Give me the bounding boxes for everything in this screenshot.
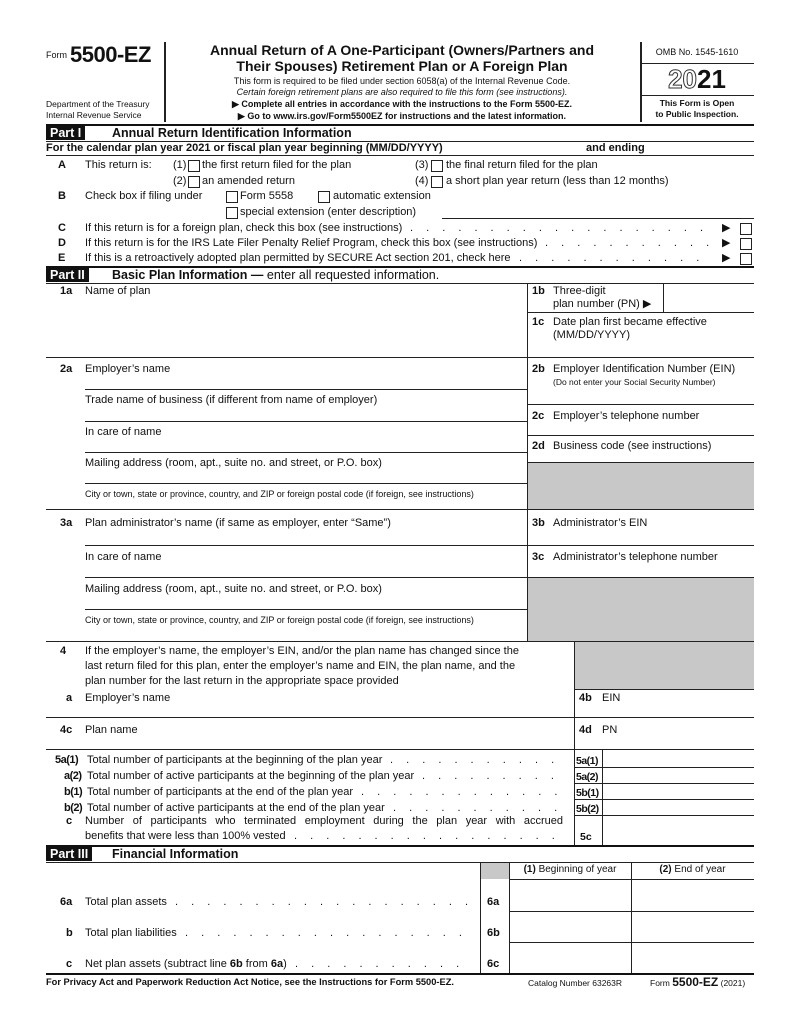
- divider: [480, 862, 481, 973]
- leader-dots: . . . . . . . . . . .: [545, 237, 715, 249]
- participant-count-input[interactable]: [603, 798, 753, 813]
- box-label: 5b(2): [576, 803, 599, 815]
- box-5c: 5c: [580, 831, 592, 843]
- divider: [46, 973, 754, 975]
- line-4d-label: 4d: [579, 724, 592, 736]
- leader-dots: . . . . . . . . . . . . . . . . . . .: [410, 222, 709, 234]
- final-return-checkbox[interactable]: [431, 160, 443, 172]
- prior-plan-name-label: Plan name: [85, 724, 138, 736]
- open-inspection1: This Form is Open: [659, 98, 735, 108]
- a2-num: (2): [173, 175, 187, 187]
- form-title-line1: Annual Return of A One-Participant (Owners/Partners and: [209, 42, 594, 58]
- a3-num: (3): [415, 159, 429, 171]
- col1-num: (1): [523, 864, 536, 875]
- prior-ein-label: EIN: [602, 692, 621, 704]
- box-label: 6b: [487, 927, 500, 939]
- part2-title-rest: enter all requested information.: [266, 268, 440, 282]
- form-prefix: Form: [46, 50, 67, 60]
- line-4b-label: 4b: [579, 692, 592, 704]
- line-6-text: Total plan assets: [85, 896, 167, 908]
- open-inspection2: to Public Inspection.: [655, 109, 739, 119]
- admin-care-of-label: In care of name: [85, 551, 162, 563]
- line-5c-input[interactable]: [603, 814, 753, 844]
- short-year-checkbox[interactable]: [431, 176, 443, 188]
- dept-line2: Internal Revenue Service: [46, 110, 142, 120]
- line-5c-text2: benefits that were less than 100% vested: [85, 830, 286, 842]
- line-5-label: b(2): [64, 802, 83, 814]
- pn-label1: Three-digit: [553, 285, 606, 297]
- form-title-line2: Their Spouses) Retirement Plan or A Foreign Plan: [236, 58, 568, 74]
- line-4-text2: last return filed for this plan, enter the employer’s name and EIN, the plan name, and the: [85, 660, 516, 672]
- shaded-area: [528, 463, 754, 509]
- leader-dots: . . . . . . . . . . .: [390, 754, 560, 766]
- box-label: 5a(2): [576, 771, 599, 783]
- shaded-area: [528, 578, 754, 641]
- form-subtitle1: This form is required to be filed under section 6058(a) of the Internal Revenue Code.: [233, 76, 571, 86]
- secure-act-checkbox[interactable]: [740, 253, 752, 265]
- effective-date-label2: (MM/DD/YYYY): [553, 329, 630, 341]
- special-extension-label: special extension (enter description): [240, 206, 417, 218]
- beginning-of-year-input[interactable]: [510, 911, 630, 941]
- end-of-year-input[interactable]: [632, 911, 753, 941]
- plan-year-end-input[interactable]: [652, 142, 752, 154]
- line-3b-label: 3b: [532, 517, 545, 529]
- divider: [164, 42, 166, 122]
- admin-name-input[interactable]: [85, 545, 527, 546]
- employer-name-label: Employer’s name: [85, 363, 171, 375]
- first-return-checkbox[interactable]: [188, 160, 200, 172]
- late-filer-label: If this return is for the IRS Late Filer Penalty Relief Program, check this box (see instructions): [85, 237, 538, 249]
- line-e-label: E: [58, 252, 66, 264]
- line-5-text: Total number of active participants at the beginning of the plan year: [87, 770, 415, 782]
- year-outline: 20: [668, 64, 697, 94]
- line-4c-label: 4c: [60, 724, 73, 736]
- end-of-year-input[interactable]: [632, 880, 753, 910]
- line-2d-label: 2d: [532, 440, 545, 452]
- line-4a-label: a: [66, 692, 73, 704]
- form-subtitle2: Certain foreign retirement plans are also required to file this form (see instructions).: [236, 87, 568, 97]
- leader-dots: . . . . . . . . . . . . . . . . . .: [185, 927, 467, 939]
- privacy-notice: For Privacy Act and Paperwork Reduction Act Notice, see the Instructions for Form 5500-EZ.: [46, 977, 454, 987]
- line-3c-label: 3c: [532, 551, 545, 563]
- return-type-label: This return is:: [85, 159, 152, 171]
- line-4-text1: If the employer’s name, the employer’s EIN, and/or the plan name has changed since the: [85, 645, 519, 657]
- line-2b-label: 2b: [532, 363, 545, 375]
- calendar-year-label: For the calendar plan year 2021 or fiscal plan year beginning (MM/DD/YYYY): [46, 142, 443, 154]
- foreign-plan-label: If this return is for a foreign plan, check this box (see instructions): [85, 222, 403, 234]
- line-4-label: 4: [60, 645, 67, 657]
- amended-return-checkbox[interactable]: [188, 176, 200, 188]
- trade-name-input[interactable]: [85, 421, 527, 422]
- divider: [46, 862, 754, 863]
- plan-name-label: Name of plan: [85, 285, 151, 297]
- line-5-label: a(2): [64, 770, 82, 782]
- amended-return-label: an amended return: [202, 175, 295, 187]
- effective-date-input[interactable]: [553, 343, 752, 356]
- footer-form-id: [650, 976, 745, 990]
- ending-label: and ending: [586, 142, 645, 154]
- admin-name-label: Plan administrator’s name (if same as employer, enter “Same”): [85, 517, 391, 529]
- leader-dots: . . . . . . . . .: [422, 770, 559, 782]
- col-beginning-header: [509, 864, 631, 876]
- city-state-label: City or town, state or province, country, and ZIP or foreign postal code (if foreign, see instructions): [85, 489, 474, 499]
- line-1b-label: 1b: [532, 285, 545, 297]
- line-6c-part: from: [242, 958, 271, 970]
- box-label: 6a: [487, 896, 500, 908]
- box-label: 6c: [487, 958, 500, 970]
- divider: [640, 95, 754, 96]
- line-5-label: 5a(1): [55, 754, 79, 766]
- special-extension-input[interactable]: [442, 218, 754, 219]
- special-extension-checkbox[interactable]: [226, 207, 238, 219]
- end-of-year-input[interactable]: [632, 942, 753, 972]
- box-label: 5b(1): [576, 787, 599, 799]
- line-1c-label: 1c: [532, 316, 545, 328]
- part3-title: Financial Information: [112, 847, 239, 861]
- line-6-label: c: [66, 958, 73, 970]
- filing-under-label: Check box if filing under: [85, 190, 203, 202]
- final-return-label: the final return filed for the plan: [446, 159, 598, 171]
- admin-ein-label: Administrator’s EIN: [553, 517, 648, 529]
- line-2c-label: 2c: [532, 410, 545, 422]
- instruction-bullet1: ▶ Complete all entries in accordance with the instructions to the Form 5500-EZ.: [232, 99, 572, 109]
- omb-number: OMB No. 1545-1610: [655, 47, 739, 57]
- leader-dots: . . . . . . . . . . .: [393, 802, 563, 814]
- line-4-text3: plan number for the last return in the appropriate space provided: [85, 675, 399, 687]
- line-a-label: A: [58, 159, 66, 171]
- leader-dots: . . . . . . . . . . . . . . . . . . .: [175, 896, 474, 908]
- plan-year-begin-input[interactable]: [480, 142, 580, 154]
- line-5-text: Total number of active participants at the end of the plan year: [87, 802, 385, 814]
- care-of-name-input[interactable]: [85, 452, 527, 453]
- admin-mailing-input[interactable]: [85, 609, 527, 610]
- line-5-text: Total number of participants at the end of the plan year: [87, 786, 353, 798]
- year-bold: 21: [697, 64, 726, 94]
- ein-label: Employer Identification Number (EIN): [553, 363, 736, 375]
- dept-line1: Department of the Treasury: [46, 99, 150, 109]
- automatic-extension-label: automatic extension: [333, 190, 431, 202]
- footer-year: (2021): [720, 978, 746, 988]
- part1-title: Annual Return Identification Information: [112, 126, 352, 140]
- line-6-text: Total plan liabilities: [85, 927, 177, 939]
- participant-count-input[interactable]: [603, 766, 753, 781]
- line-5c-text1: Number of participants who terminated employment during the plan year with accrued: [85, 815, 563, 827]
- divider: [46, 357, 754, 358]
- care-of-name-label: In care of name: [85, 426, 162, 438]
- a1-num: (1): [173, 159, 187, 171]
- participant-count-input[interactable]: [603, 782, 753, 797]
- box-label: 5a(1): [576, 755, 599, 767]
- divider: [46, 509, 754, 510]
- beginning-of-year-input[interactable]: [510, 942, 630, 972]
- divider: [574, 689, 754, 690]
- instruction-bullet2[interactable]: ▶ Go to www.irs.gov/Form5500EZ for instructions and the latest information.: [237, 111, 567, 121]
- arrow-icon: ▶: [722, 222, 731, 234]
- leader-dots: . . . . . . . . . . . . . . . . .: [294, 830, 560, 842]
- automatic-extension-checkbox[interactable]: [318, 191, 330, 203]
- line-6c-text: [85, 958, 287, 971]
- leader-dots: . . . . . . . . . . . . .: [361, 786, 563, 798]
- line-1a-label: 1a: [60, 285, 73, 297]
- footer-form-number: 5500-EZ: [672, 975, 719, 989]
- admin-care-of-input[interactable]: [85, 577, 527, 578]
- footer-form: Form: [650, 978, 670, 988]
- line-2a-label: 2a: [60, 363, 73, 375]
- col1-label: Beginning of year: [538, 864, 617, 875]
- business-code-label: Business code (see instructions): [553, 440, 712, 452]
- form-number: 5500-EZ: [70, 42, 151, 67]
- divider: [527, 404, 754, 405]
- part2-title: [112, 268, 439, 282]
- line-5-label: b(1): [64, 786, 83, 798]
- foreign-plan-checkbox[interactable]: [740, 223, 752, 235]
- line-6c-part: 6a: [270, 958, 284, 970]
- short-year-label: a short plan year return (less than 12 months): [446, 175, 669, 187]
- a4-num: (4): [415, 175, 429, 187]
- mailing-address-label: Mailing address (room, apt., suite no. and street, or P.O. box): [85, 457, 382, 469]
- ein-note: (Do not enter your Social Security Number): [553, 377, 716, 387]
- col2-num: (2): [659, 864, 672, 875]
- arrow-icon: ▶: [722, 252, 731, 264]
- employer-name-input[interactable]: [85, 389, 527, 390]
- secure-act-label: If this is a retroactively adopted plan permitted by SECURE Act section 201, check here: [85, 252, 511, 264]
- prior-pn-label: PN: [602, 724, 618, 736]
- first-return-label: the first return filed for the plan: [202, 159, 352, 171]
- telephone-label: Employer’s telephone number: [553, 410, 700, 422]
- leader-dots: . . . . . . . . . . .: [295, 958, 465, 970]
- shaded-area: [481, 863, 509, 879]
- plan-name-input[interactable]: [85, 300, 523, 355]
- line-b-label: B: [58, 190, 66, 202]
- participant-count-input[interactable]: [603, 750, 753, 765]
- shaded-area: [575, 642, 754, 689]
- ein-input[interactable]: [528, 390, 754, 402]
- plan-number-input[interactable]: [664, 284, 752, 312]
- line-d-label: D: [58, 237, 66, 249]
- divider: [527, 312, 754, 313]
- admin-mailing-label: Mailing address (room, apt., suite no. and street, or P.O. box): [85, 583, 382, 595]
- tax-year: [640, 64, 754, 94]
- mailing-address-input[interactable]: [85, 483, 527, 484]
- col2-label: End of year: [674, 864, 726, 875]
- divider: [46, 717, 754, 718]
- part1-tag: Part I: [46, 126, 85, 140]
- admin-ein-input[interactable]: [527, 545, 754, 546]
- part2-tag: Part II: [46, 268, 89, 282]
- divider: [46, 155, 754, 156]
- line-6-label: 6a: [60, 896, 73, 908]
- part3-tag: Part III: [46, 847, 92, 861]
- col-end-header: [631, 864, 754, 876]
- arrow-icon: ▶: [722, 237, 731, 249]
- admin-telephone-label: Administrator’s telephone number: [553, 551, 718, 563]
- late-filer-checkbox[interactable]: [740, 238, 752, 250]
- line-5c-label: c: [66, 815, 73, 827]
- line-6c-part: 6b: [229, 958, 243, 970]
- pn-label2: plan number (PN) ▶: [553, 298, 652, 310]
- line-6c-part: Net plan assets (subtract line: [85, 958, 230, 970]
- leader-dots: . . . . . . . . . . . .: [519, 252, 705, 264]
- line-3a-label: 3a: [60, 517, 73, 529]
- divider: [574, 749, 575, 845]
- admin-city-label: City or town, state or province, country, and ZIP or foreign postal code (if foreign, see instructions): [85, 615, 474, 625]
- line-c-label: C: [58, 222, 66, 234]
- prior-employer-name-label: Employer’s name: [85, 692, 171, 704]
- form-5558-label: Form 5558: [240, 190, 294, 202]
- telephone-input[interactable]: [527, 435, 754, 436]
- line-6-label: b: [66, 927, 73, 939]
- catalog-number: Catalog Number 63263R: [528, 978, 623, 988]
- beginning-of-year-input[interactable]: [510, 880, 630, 910]
- divider: [46, 283, 754, 284]
- line-6c-part: ): [283, 958, 287, 970]
- effective-date-label1: Date plan first became effective: [553, 316, 707, 328]
- line-5-text: Total number of participants at the beginning of the plan year: [87, 754, 383, 766]
- form-5558-checkbox[interactable]: [226, 191, 238, 203]
- part2-title-bold: Basic Plan Information —: [112, 268, 264, 282]
- trade-name-label: Trade name of business (if different from name of employer): [85, 394, 378, 406]
